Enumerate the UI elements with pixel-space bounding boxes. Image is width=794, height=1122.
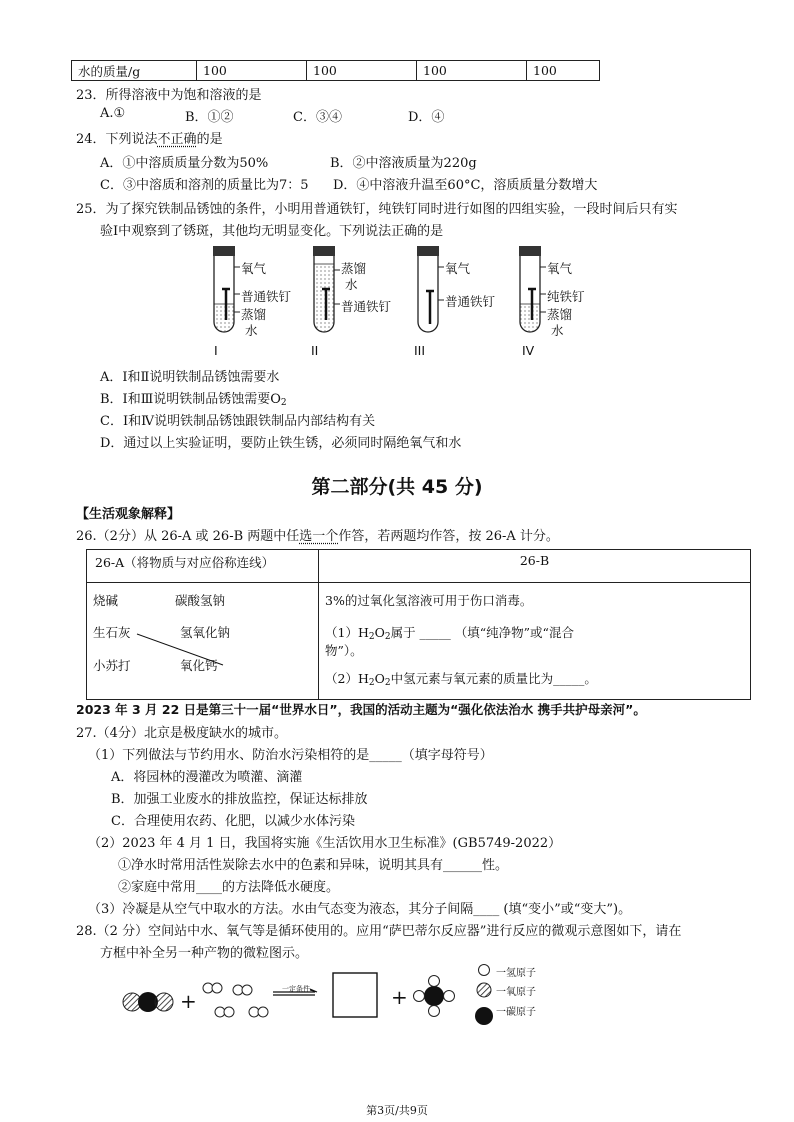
q24-option-d: D．④中溶液升温至60°C，溶质质量分数增大 <box>333 178 598 193</box>
matching-cell <box>87 583 319 700</box>
plus-sign: + <box>180 989 197 1013</box>
q-text: （2）H <box>325 671 369 686</box>
b-question-1 <box>325 623 574 642</box>
reaction-condition: 一定条件 <box>282 985 310 993</box>
section-heading: 【生活观象解释】 <box>76 507 181 522</box>
q25-option-a: A．Ⅰ和Ⅱ说明铁制品锈蚀需要水 <box>100 370 280 385</box>
table-header-b: 26-B <box>319 550 751 583</box>
q27-part-1-b: B．加强工业废水的排放监控，保证达标排放 <box>111 792 368 807</box>
subscript: 2 <box>384 632 391 642</box>
q27-part-2: （2）2023 年 4 月 1 日，我国将实施《生活饮用水卫生标准》(GB5749-2022） <box>88 836 562 851</box>
legend-oxygen: 一氧原子 <box>496 987 536 998</box>
q-text: O <box>374 671 385 686</box>
question-cell <box>319 583 751 700</box>
tube-1-label-water: 蒸馏 <box>241 307 267 322</box>
tube-3-label-nail: 普通铁钉 <box>445 294 496 309</box>
q23-option-a: A.① <box>100 106 126 121</box>
emphasis-text: 选一个 <box>299 529 339 544</box>
tube-2-label-water: 蒸馏 <box>341 261 367 276</box>
right-item: 氢氧化钠 <box>180 625 231 640</box>
question-24-stem <box>76 128 223 147</box>
q-text: （1）H <box>325 625 369 640</box>
emphasis-text: 不正确 <box>157 132 197 147</box>
q24-option-c: C．③中溶质和溶剂的质量比为7：5 <box>100 178 309 193</box>
q27-part-2-2: ②家庭中常用____的方法降低水硬度。 <box>118 880 340 895</box>
tube-1-label-oxygen: 氧气 <box>241 261 267 276</box>
q27-part-2-1: ①净水时常用活性炭除去水中的色素和异味，说明其具有______性。 <box>118 858 509 873</box>
part-2-title: 第二部分(共 45 分) <box>311 476 483 498</box>
q-text: 中氢元素与氧元素的质量比为_____。 <box>390 671 597 686</box>
tube-4 <box>519 246 546 332</box>
water-fill <box>215 304 234 331</box>
tube-4-label-oxygen: 氧气 <box>547 261 573 276</box>
tube-1-label-water-2: 水 <box>245 323 258 338</box>
question-23-stem: 23．所得溶液中为饱和溶液的是 <box>76 88 262 103</box>
question-25-stem-2: 验Ⅰ中观察到了锈斑，其他均无明显变化。下列说法正确的是 <box>100 224 444 239</box>
table-cell: 100 <box>417 61 527 81</box>
stem-text: 24．下列说法 <box>76 132 158 147</box>
q27-part-3: （3）冷凝是从空气中取水的方法。水由气态变为液态，其分子间隔____ (填“变小”或“变大”)。 <box>88 902 632 917</box>
right-item: 碳酸氢钠 <box>175 593 226 608</box>
question-27-stem: 27.（4分）北京是极度缺水的城市。 <box>76 726 287 741</box>
plus-sign: + <box>391 985 408 1009</box>
atom-legend <box>475 965 493 1026</box>
subscript: 2 <box>280 398 287 408</box>
q23-option-b: B．①② <box>185 110 234 125</box>
tube-4-label-water: 蒸馏 <box>547 307 573 322</box>
q25-option-c: C．Ⅰ和Ⅳ说明铁制品锈蚀跟铁制品内部结构有关 <box>100 414 376 429</box>
q23-option-c: C．③④ <box>293 110 342 125</box>
table-cell: 100 <box>307 61 417 81</box>
left-item: 小苏打 <box>93 658 131 673</box>
q24-option-a: A．①中溶质质量分数为50% <box>100 156 269 171</box>
tube-3-numeral: III <box>414 343 426 358</box>
q27-part-1: （1）下列做法与节约用水、防治水污染相符的是_____（填字母符号） <box>88 748 493 763</box>
oxygen-atom-icon <box>477 983 491 997</box>
legend-hydrogen: 一氢原子 <box>496 968 536 979</box>
table-row <box>87 583 751 700</box>
stem-text: 的是 <box>196 132 223 147</box>
water-day-note: 2023 年 3 月 22 日是第三十一届“世界水日”，我国的活动主题为“强化依法治水 携手共护母亲河”。 <box>76 702 646 717</box>
q23-option-d: D．④ <box>408 110 445 125</box>
table-row <box>72 61 600 81</box>
subscript: 2 <box>368 632 375 642</box>
subscript: 2 <box>384 678 391 688</box>
tube-1 <box>213 246 240 332</box>
right-item: 氧化钙 <box>180 658 218 673</box>
tube-4-numeral: IV <box>522 343 535 358</box>
stem-text: 作答，若两题均作答，按 26-A 计分。 <box>338 529 559 544</box>
matching-line <box>87 583 307 697</box>
b-question-1-cont: 物”）。 <box>325 643 363 658</box>
b-question-2 <box>325 669 597 688</box>
answer-box[interactable] <box>333 973 377 1017</box>
page-footer: 第3页/共9页 <box>366 1104 428 1117</box>
tube-3-label-oxygen: 氧气 <box>445 261 471 276</box>
tube-4-label-nail: 纯铁钉 <box>547 289 585 304</box>
table-cell: 100 <box>527 61 600 81</box>
subscript: 2 <box>368 678 375 688</box>
tube-3 <box>417 246 444 332</box>
b-intro: 3%的过氧化氢溶液可用于伤口消毒。 <box>325 593 533 608</box>
left-item: 烧碱 <box>93 593 119 608</box>
water-fill <box>315 264 334 331</box>
carbon-atom-icon <box>475 1007 493 1025</box>
stopper <box>213 246 235 256</box>
table-row <box>87 550 751 583</box>
q27-part-1-a: A．将园林的漫灌改为喷灌、滴灌 <box>111 770 303 785</box>
legend-carbon: 一碳原子 <box>496 1007 536 1018</box>
table-cell: 水的质量/g <box>72 61 197 81</box>
table-header-a: 26-A（将物质与对应俗称连线） <box>87 550 319 583</box>
stem-text: 26.（2分）从 26-A 或 26-B 两题中任 <box>76 529 300 544</box>
left-item: 生石灰 <box>93 625 131 640</box>
question-26-stem <box>76 525 559 544</box>
q25-option-b <box>100 388 287 408</box>
q-text: O <box>374 625 385 640</box>
tube-2-label-water-2: 水 <box>345 277 358 292</box>
q26-table <box>86 549 751 700</box>
q27-part-1-c: C．合理使用农药、化肥，以减少水体污染 <box>111 814 355 829</box>
q24-option-b: B．②中溶液质量为220g <box>330 156 477 171</box>
question-28-stem-2: 方框中补全另一种产物的微粒图示。 <box>100 946 309 961</box>
tube-1-label-nail: 普通铁钉 <box>241 289 292 304</box>
question-25-stem-1: 25．为了探究铁制品锈蚀的条件，小明用普通铁钉，纯铁钉同时进行如图的四组实验，一段时间后只有实 <box>76 202 678 217</box>
question-28-stem-1: 28.（2 分）空间站中水、氧气等是循环使用的。应用“萨巴蒂尔反应器”进行反应的微观示意图如下，请在 <box>76 924 682 939</box>
option-text: B．Ⅰ和Ⅲ说明铁制品锈蚀需要O <box>100 392 281 407</box>
tube-4-label-water-2: 水 <box>551 323 564 338</box>
tube-1-numeral: I <box>214 343 218 358</box>
q-text: 属于 _____ （填“纯净物”或“混合 <box>390 625 574 640</box>
water-mass-table <box>71 60 600 81</box>
q25-option-d: D．通过以上实验证明，要防止铁生锈，必须同时隔绝氧气和水 <box>100 436 462 451</box>
hydrogen-atom-icon <box>479 965 490 976</box>
tube-2-numeral: II <box>311 343 319 358</box>
tube-2-label-nail: 普通铁钉 <box>341 299 392 314</box>
table-cell: 100 <box>197 61 307 81</box>
tube-2 <box>313 246 340 332</box>
h2-molecules <box>203 983 268 1017</box>
ch4-molecule <box>414 976 455 1017</box>
co2-molecule <box>123 992 173 1012</box>
